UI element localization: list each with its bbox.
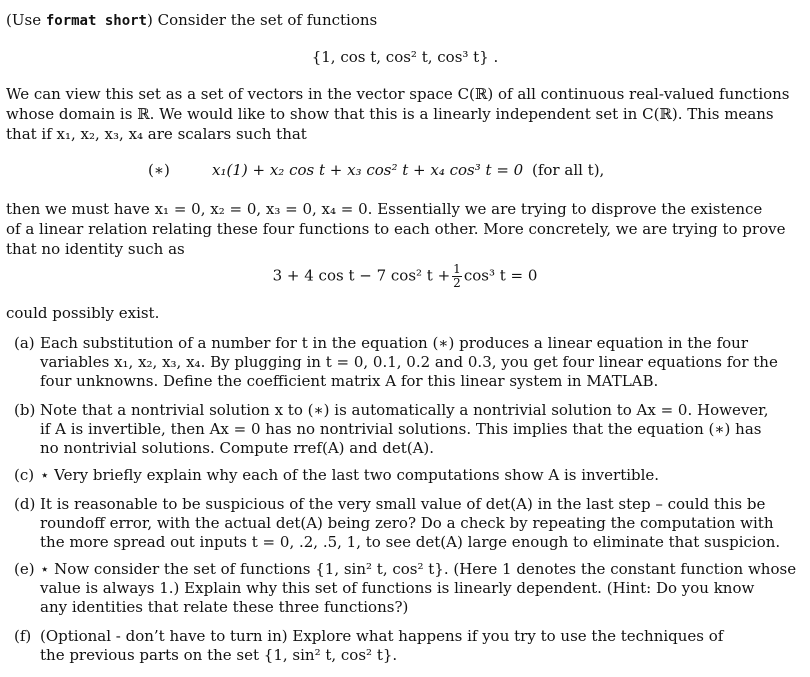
item-line: the previous parts on the set {1, sin² t, cos² t}. xyxy=(40,646,398,664)
item-line: variables x₁, x₂, x₃, x₄. By plugging in t = 0, 0.1, 0.2 and 0.3, you get four linear equations for the xyxy=(40,353,778,371)
paragraph-line: then we must have x₁ = 0, x₂ = 0, x₃ = 0, x₄ = 0. Essentially we are trying to disprove the existence xyxy=(6,200,763,218)
item-line: roundoff error, with the actual det(A) being zero? Do a check by repeating the computation with xyxy=(40,514,774,532)
paragraph-line: whose domain is ℝ. We would like to show that this is a linearly independent set in C(ℝ). This means xyxy=(6,105,774,123)
intro-text: ) Consider the set of functions xyxy=(147,11,378,29)
intro-text: (Use xyxy=(6,11,46,29)
function-set-display: {1, cos t, cos² t, cos³ t} . xyxy=(311,48,499,66)
item-line: It is reasonable to be suspicious of the very small value of det(A) in the last step – could this be xyxy=(40,495,766,513)
item-label: (b) xyxy=(14,401,36,419)
paragraph-line: We can view this set as a set of vectors in the vector space C(ℝ) of all continuous real-valued functions xyxy=(6,85,790,103)
equation-label: (∗) xyxy=(148,161,170,179)
item-line: no nontrivial solutions. Compute rref(A) and det(A). xyxy=(40,439,435,457)
paragraph-line: of a linear relation relating these four functions to each other. More concretely, we are trying to prove xyxy=(6,220,786,238)
item-line: Each substitution of a number for t in the equation (∗) produces a linear equation in the four xyxy=(40,334,748,352)
item-label: (f) xyxy=(14,627,32,645)
item-line: any identities that relate these three functions?) xyxy=(40,598,409,616)
item-label: (d) xyxy=(14,495,36,513)
fraction-denominator: 2 xyxy=(453,276,461,290)
item-line: ⋆ Very briefly explain why each of the last two computations show A is invertible. xyxy=(40,466,660,484)
equation-condition: (for all t), xyxy=(532,161,605,179)
example-identity xyxy=(0,263,810,290)
item-line: if A is invertible, then Ax = 0 has no nontrivial solutions. This implies that the equation (∗) has xyxy=(40,420,762,438)
intro-line-1 xyxy=(6,10,806,31)
item-line: the more spread out inputs t = 0, .2, .5, 1, to see det(A) large enough to eliminate that suspicion. xyxy=(40,533,781,551)
fraction-numerator: 1 xyxy=(453,262,461,276)
paragraph-line: could possibly exist. xyxy=(6,304,160,322)
item-line: Note that a nontrivial solution x to (∗) is automatically a nontrivial solution to Ax = 0. However, xyxy=(40,401,769,419)
item-label: (c) xyxy=(14,466,35,484)
paragraph-line: that if x₁, x₂, x₃, x₄ are scalars such that xyxy=(6,125,307,143)
identity-left: 3 + 4 cos t − 7 cos² t + xyxy=(272,266,451,285)
item-label: (e) xyxy=(14,560,35,578)
paragraph-line: that no identity such as xyxy=(6,240,185,258)
item-line: value is always 1.) Explain why this set of functions is linearly dependent. (Hint: Do you know xyxy=(40,579,755,597)
identity-right: cos³ t = 0 xyxy=(463,266,538,285)
item-label: (a) xyxy=(14,334,35,352)
item-line: four unknowns. Define the coefficient matrix A for this linear system in MATLAB. xyxy=(40,372,659,390)
item-line: ⋆ Now consider the set of functions {1, sin² t, cos² t}. (Here 1 denotes the constant function whose xyxy=(40,560,797,578)
fraction-one-half xyxy=(452,263,462,290)
item-line: (Optional - don’t have to turn in) Explore what happens if you try to use the techniques of xyxy=(40,627,724,645)
equation-body: x₁(1) + x₂ cos t + x₃ cos² t + x₄ cos³ t = 0 xyxy=(212,161,524,179)
code-format-short: format short xyxy=(45,13,147,29)
